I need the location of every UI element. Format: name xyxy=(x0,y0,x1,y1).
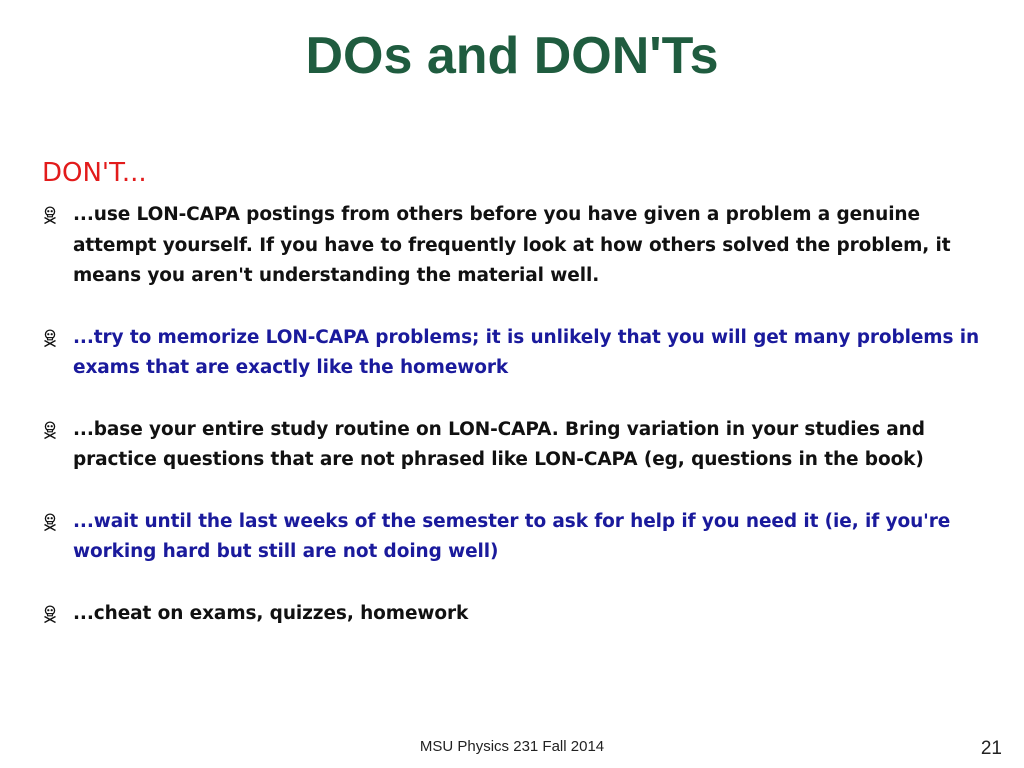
skull-crossbones-icon xyxy=(42,512,58,532)
bullet-item xyxy=(42,599,982,630)
skull-crossbones-icon xyxy=(42,604,58,624)
bullet-text: ...cheat on exams, quizzes, homework xyxy=(73,602,469,624)
footer: MSU Physics 231 Fall 2014 xyxy=(419,738,605,755)
bullet-item xyxy=(42,323,982,384)
skull-crossbones-icon xyxy=(42,420,58,440)
skull-crossbones-icon xyxy=(42,205,58,225)
bullet-text: ...wait until the last weeks of the semester to ask for help if you need it (ie, if you're working hard but still are not doing well) xyxy=(73,510,951,562)
section-heading: DON'T... xyxy=(42,158,147,188)
slide-title: DOs and DON'Ts xyxy=(305,27,719,85)
skull-crossbones-icon xyxy=(42,328,58,348)
page-number: 21 xyxy=(980,738,1002,759)
bullet-list xyxy=(42,200,982,629)
bullet-text: ...base your entire study routine on LON-CAPA. Bring variation in your studies and practice questions that are not phrased like LON-CAPA (eg, questions in the book) xyxy=(73,418,925,470)
bullet-text: ...use LON-CAPA postings from others before you have given a problem a genuine attempt yourself. If you have to frequently look at how others solved the problem, it means you aren't understanding the material well. xyxy=(73,204,951,286)
bullet-item xyxy=(42,415,982,476)
bullet-text: ...try to memorize LON-CAPA problems; it is unlikely that you will get many problems in exams that are exactly like the homework xyxy=(73,326,980,378)
bullet-item xyxy=(42,507,982,568)
bullet-item xyxy=(42,200,982,292)
